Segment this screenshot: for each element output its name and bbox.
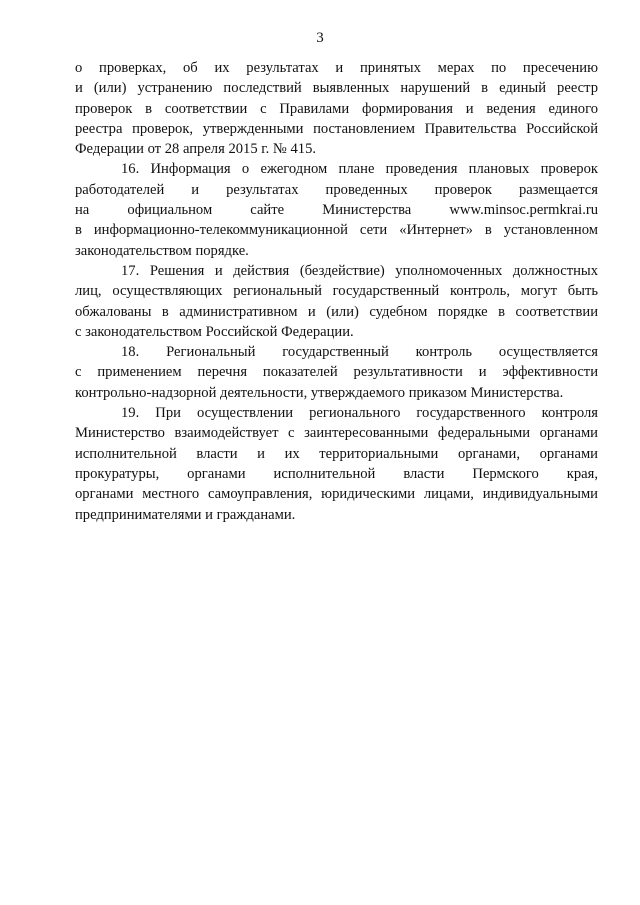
text-line: работодателей и результатах проведенных проверок размещается	[75, 181, 598, 198]
text-line: предпринимателями и гражданами.	[75, 506, 296, 523]
text-line: Министерство взаимодействует с заинтересованными федеральными органами	[75, 425, 598, 442]
page-number: 3	[316, 30, 324, 46]
document-body	[75, 58, 598, 525]
text-line: исполнительной власти и их территориальными органами, органами	[75, 445, 598, 462]
text-line: о проверках, об их результатах и принятых мерах по пресечению	[75, 60, 598, 76]
text-line: с законодательством Российской Федерации.	[75, 323, 354, 340]
text-line: органами местного самоуправления, юридическими лицами, индивидуальными	[75, 486, 598, 503]
text-line: на официальном сайте Министерства www.minsoc.permkrai.ru	[75, 202, 598, 219]
text-line: лиц, осуществляющих региональный государственный контроль, могут быть	[75, 283, 598, 300]
text-line: Федерации от 28 апреля 2015 г. № 415.	[75, 141, 317, 158]
text-line: с применением перечня показателей результативности и эффективности	[75, 364, 598, 381]
text-line: 19. При осуществлении регионального государственного контроля	[121, 405, 598, 422]
text-line: 16. Информация о ежегодном плане проведения плановых проверок	[121, 161, 598, 178]
text-line: 17. Решения и действия (бездействие) уполномоченных должностных	[121, 262, 598, 279]
text-line: обжалованы в административном и (или) судебном порядке в соответствии	[75, 303, 598, 320]
text-line: законодательством порядке.	[75, 242, 249, 259]
text-line: проверок в соответствии с Правилами формирования и ведения единого	[75, 100, 598, 117]
text-line: контрольно-надзорной деятельности, утверждаемого приказом Министерства.	[75, 384, 564, 401]
text-line: реестра проверок, утвержденными постановлением Правительства Российской	[75, 120, 598, 137]
text-line: и (или) устранению последствий выявленных нарушений в единый реестр	[75, 80, 598, 97]
text-line: прокуратуры, органами исполнительной власти Пермского края,	[75, 465, 598, 482]
text-line: в информационно-телекоммуникационной сети «Интернет» в установленном	[75, 222, 598, 239]
text-line: 18. Региональный государственный контроль осуществляется	[121, 344, 598, 361]
